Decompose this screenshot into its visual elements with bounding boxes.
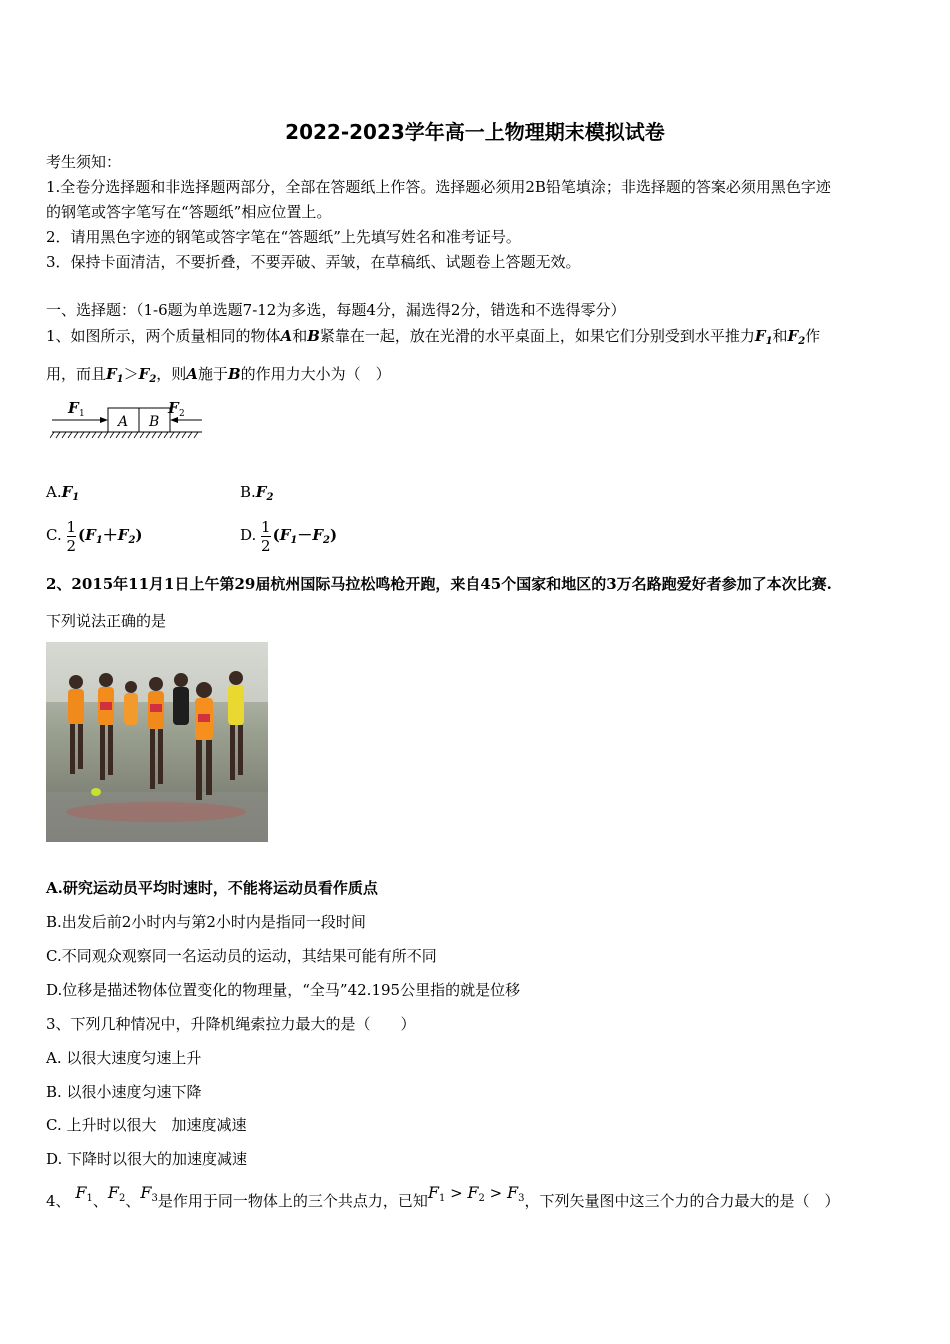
notice-line-3: 2．请用黑色字迹的钢笔或答字笔在“答题纸”上先填写姓名和准考证号。 — [46, 228, 521, 246]
q1-option-b: $B.F_2$ — [240, 483, 274, 503]
q1-option-a: $A.F_1$ — [46, 483, 80, 503]
ground-hatching — [50, 432, 198, 438]
q3-option-c: C. 上升时以很大 加速度减速 — [46, 1116, 247, 1134]
q2-option-c: C.不同观众观察同一名运动员的运动，其结果可能有所不同 — [46, 947, 437, 965]
page-title: 2022-2023学年高一上物理期末模拟试卷 — [285, 120, 665, 144]
q1-stem-line-2: 用，而且$F_1>F_2$，则A施于B的作用力大小为（ ） — [46, 365, 391, 385]
f1-arrow-head — [100, 417, 108, 423]
fraction-half: $\frac{1}{2}$ — [66, 517, 77, 555]
notice-line-2: 的钢笔或答字笔写在“答题纸”相应位置上。 — [46, 203, 332, 221]
block-b-label: B — [149, 414, 160, 430]
q2-option-b: B.出发后前2小时内与第2小时内是指同一段时间 — [46, 913, 366, 931]
diagram-f1-sub: 1 — [79, 409, 85, 419]
q1-stem-line-1: 1、如图所示，两个质量相同的物体A和B紧靠在一起，放在光滑的水平桌面上，如果它们分别受到水平推力$F_1$和$F_2$作 — [46, 327, 821, 347]
section-heading: 一、选择题：（1-6题为单选题7-12为多选，每题4分，漏选得2分，错选和不选得零分） — [46, 301, 626, 319]
block-a-label: A — [118, 414, 129, 430]
q3-option-a: A. 以很大速度匀速上升 — [46, 1049, 202, 1067]
q3-stem: 3、下列几种情况中，升降机绳索拉力最大的是（ ） — [46, 1015, 416, 1033]
diagram-f1-label: F — [68, 399, 79, 417]
diagram-f2-label: F — [168, 399, 179, 417]
marathon-photo — [46, 642, 268, 842]
notice-line-4: 3．保持卡面清洁，不要折叠，不要弄破、弄皱，在草稿纸、试题卷上答题无效。 — [46, 253, 581, 271]
q1-option-c: C. $\frac{1}{2}$ $(F_1+F_2)$ — [46, 517, 143, 555]
notice-line-1: 1.全卷分选择题和非选择题两部分，全部在答题纸上作答。选择题必须用2B铅笔填涂；非选择题的答案必须用黑色字迹 — [46, 178, 831, 196]
f2-arrow-head — [170, 417, 178, 423]
q2-stem-line-2: 下列说法正确的是 — [46, 612, 167, 630]
notice-heading: 考生须知： — [46, 153, 122, 171]
q3-option-b: B. 以很小速度匀速下降 — [46, 1083, 202, 1101]
q1-force-diagram — [50, 395, 206, 447]
diagram-f2-sub: 2 — [179, 409, 185, 419]
q2-option-d: D.位移是描述物体位置变化的物理量，“全马”42.195公里指的就是位移 — [46, 981, 521, 999]
q2-option-a: A.研究运动员平均时速时，不能将运动员看作质点 — [46, 879, 378, 897]
q3-option-d: D. 下降时以很大的加速度减速 — [46, 1150, 248, 1168]
q4-stem: 4、 $F_1$、$F_2$、$F_3$是作用于同一物体上的三个共点力，已知$F_1 > F_2 > F_3$，下列矢量图中这三个力的合力最大的是（ ） — [46, 1183, 840, 1210]
q1-option-d: D. $\frac{1}{2}$ $(F_1-F_2)$ — [240, 517, 338, 555]
q2-stem-line-1: 2、2015年11月1日上午第29届杭州国际马拉松鸣枪开跑，来自45个国家和地区的3万名路跑爱好者参加了本次比赛. — [46, 575, 832, 593]
fraction-half: $\frac{1}{2}$ — [261, 517, 271, 555]
